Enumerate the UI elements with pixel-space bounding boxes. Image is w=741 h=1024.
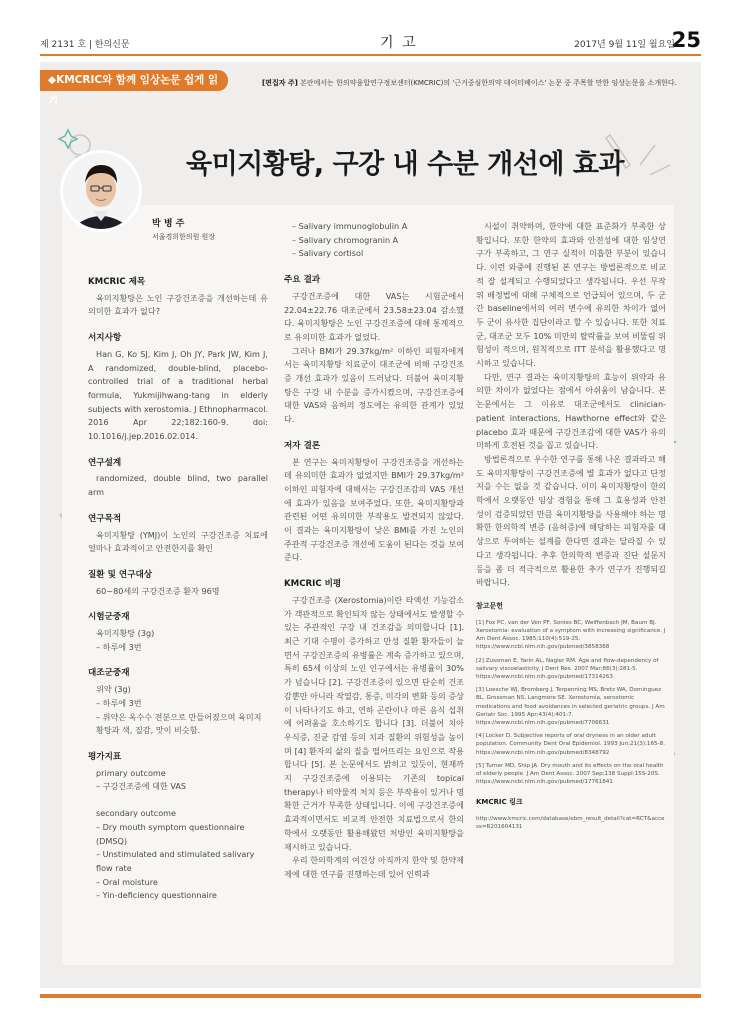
footer-rule <box>40 994 701 998</box>
results-paragraph: 구강건조증에 대한 VAS는 시험군에서 22.04±22.76 대조군에서 23.58±23.04 감소했다. 육미지황탕은 노인 구강건조증에 대해 통계적으로 유의미한 효과가 없었다. <box>284 290 464 342</box>
heading-design: 연구설계 <box>88 457 122 468</box>
subject-text: 60~80세의 구강건조증 환자 96명 <box>96 585 220 596</box>
kmcric-link[interactable]: http://www.kmcric.com/database/ebm_result_detail?cat=RCT&access=R201604131 <box>476 816 665 831</box>
eval-item: – Salivary cortisol <box>292 248 364 259</box>
critique-paragraph: 방법론적으로 우수한 연구를 통해 나온 결과라고 해도 육미지황탕이 구강건조증에 별 효과가 없다고 단정 지을 수는 없을 것 같습니다. 이미 육미지황탕이 한의학에서 오랫동안 임상 경험을 통해 그 효용성과 안전성이 검증되었던 만큼 육미지황탕을 사용해야 하는 명확한 한의학적 변증 (음허증)에 해당하는 피험자를 대상으로 투여하는 설계를 한다면 결과는 달라질 수 있다고 생각됩니다. 추후 한의학적 변증과 진단 설문지 등을 좀 더 적극적으로 활용한 추가 연구가 진행되길 바랍니다. <box>476 453 666 588</box>
ctrl-item: 위약 (3g) <box>96 684 131 695</box>
heading-experimental: 시험군중재 <box>88 612 130 623</box>
eval-item: – Dry mouth symptom questionnaire (DMSQ) <box>96 821 245 846</box>
section-label: 기 고 <box>380 35 418 51</box>
heading-kmcric-title: KMCRIC 제목 <box>88 277 146 287</box>
author-portrait-icon <box>63 153 139 229</box>
eval-item: – Salivary immunoglobulin A <box>292 221 408 231</box>
issue-label: 제 2131 호 | 한의신문 <box>40 40 130 50</box>
eval-item: – Oral moisture <box>96 876 158 887</box>
author-affiliation: 서울경희한의원 원장 <box>152 233 216 241</box>
heading-critique: KMCRIC 비평 <box>284 579 342 590</box>
heading-conclusion: 저자 결론 <box>284 440 321 451</box>
critique-paragraph: 다만, 연구 결과는 육미지황탕의 효능이 위약과 유의한 차이가 없었다는 점에서 아쉬움이 남습니다. 본 논문에서는 그 이유로 대조군에서도 clinician-patient interactions, Hawthorne effect와 같은 placebo 효과 때문에 구강건조감에 대한 VAS가 유의미하게 호전된 것을 꼽고 있습니다. <box>476 371 666 451</box>
series-tag: ◆KMCRIC와 함께 임상논문 쉽게 읽기 <box>40 70 228 91</box>
critique-paragraph: 시설이 취약하며, 한약에 대한 표준화가 부족한 상황입니다. 또한 한약의 효과와 안전성에 대한 임상연구가 부족하고, 그 연구 실적이 미흡한 부분이 있습니다. 이런 와중에 진행된 본 연구는 방법론적으로 비교적 잘 설계되고 수행되었다고 생각됩니다. 우선 무작위 배정법에 대해 구체적으로 언급되어 있으며, 두 군 간 baseline에서의 여러 변수에 유의한 차이가 없어 두 군이 유사한 집단이라고 할 수 있습니다. 또한 치료군, 대조군 모두 10% 미만의 탈락률을 보여 비뚤림 위험성이 적으며, 원칙적으로 ITT 분석을 활용했다고 명시하고 있습니다. <box>476 221 666 369</box>
results-paragraph: 그러나 BMI가 29.37kg/m² 이하인 피험자에게서는 육미지황탕 치료군이 대조군에 비해 구강건조증 개선 효과가 있음이 드러났다. 더불어 육미지황탕은 구강 내 수분을 증가시켰으며, 구강건조증에 대한 VAS와 음허의 정도에는 유의한 관계가 있었다. <box>284 345 464 425</box>
reference-item: [1] Fox PC, van der Ven PF, Sonies BC, Weiffenbach JM, Baum BJ. Xerostomia: evaluation of a symptom with increasing significance. J Am Dent Assoc. 1985;110(4):519-25. https://www.ncbi.nlm.nih.gov/pubmed/3858368 <box>476 619 666 651</box>
reference-item: [2] Zussman E, Yarin AL, Nagler RM. Age and flow-dependency of salivary viscoelasticity. J Dent Res. 2007 Mar;86(3):281-5. https://www.ncbi.nlm.nih.gov/pubmed/17314263 <box>476 657 659 680</box>
article-title: 육미지황탕, 구강 내 수분 개선에 효과 <box>186 149 624 180</box>
editor-note-text: 본란에서는 한의약융합연구정보센터(KMCRIC)의 '근거중심한의약 데이터베이스' 논문 중 주목할 만한 임상논문을 소개한다. <box>300 79 677 87</box>
ctrl-item: – 위약은 옥수수 전분으로 만들어졌으며 육미지황탕과 색, 질감, 맛이 비슷함. <box>96 711 262 736</box>
heading-reference: 서지사항 <box>88 333 122 344</box>
date-label: 2017년 9월 11일 월요일 <box>574 40 675 50</box>
eval-item: secondary outcome <box>96 808 177 819</box>
design-text: randomized, double blind, two parallel arm <box>88 473 268 498</box>
header-rule <box>40 54 701 56</box>
editor-note <box>262 78 700 88</box>
author-block <box>152 216 215 242</box>
purpose-text: 육미지황탕 (YMJ)이 노인의 구강건조증 치료에 얼마나 효과적이고 안전한지를 확인 <box>88 529 268 554</box>
ctrl-item: – 하루에 3번 <box>96 697 142 708</box>
sparkle-icon <box>59 130 77 148</box>
critique-paragraph: 우리 한의학계의 여건상 아직까지 한약 및 한약제제에 대한 연구를 진행하는데 있어 인력과 <box>284 855 464 879</box>
eval-item: – Unstimulated and stimulated salivary flow rate <box>96 849 255 873</box>
reference-item: [5] Turner MD, Ship JA. Dry mouth and its effects on the oral health of elderly people. J Am Dent Assoc. 2007 Sep;138 Suppl:15S-20S. https://www.ncbi.nlm.nih.gov/pubmed/17761841 <box>476 762 664 786</box>
link-heading: KMCRIC 링크 <box>476 798 523 807</box>
exp-item: 육미지황탕 (3g) <box>96 628 155 639</box>
page-header <box>40 28 701 54</box>
critique-paragraph: 구강건조증 (Xerostomia)이란 타액선 기능감소가 객관적으로 확인되지 않는 상태에서도 발생할 수 있는 주관적인 구강 내 건조감을 의미합니다 [1]. 최근 기대 수명이 증가하고 만성 질환 환자들이 늘면서 구강건조증의 유병률은 계속 증가하고 있으며, 특히 65세 이상의 노인 인구에서는 유병률이 30%가 넘습니다 [2]. 구강건조증이 있으면 단순히 건조감뿐만 아니라 작열감, 통증, 미각의 변화 등의 증상이 나타나기도 하고, 연하 곤란이나 마른 음식 섭취에 어려움을 호소하기도 합니다 [3]. 더불어 치아 우식증, 진균 감염 등의 치과 질환의 위험성을 높이며 [4] 환자의 삶의 질을 떨어뜨리는 요인으로 작용합니다 [5]. 본 논문에서도 밝히고 있듯이, 현재까지 구강건조증에 이용되는 기존의 topical therapy나 비약물적 처치 등은 부작용이 있거나 명확한 근거가 부족한 상태입니다. 이에 구강건조증에 효과적이면서도 비교적 안전한 치료법으로서 한의학에서 오랫동안 활용해왔던 처방인 육미지황탕을 제시하고 있습니다. <box>284 594 464 852</box>
eval-item: – 구강건조증에 대한 VAS <box>96 781 187 792</box>
reference-text: Han G, Ko SJ, Kim J, Oh JY, Park JW, Kim J, A randomized, double-blind, placebo-controlled trial of a traditional herbal formula, Yukmijihwang-tang in elderly subjects with xerostomia. J Ethnopharmacol. 2016 Apr 22;182:160-9. doi: 10.1016/j.jep.2016.02.014. <box>88 348 269 442</box>
author-photo <box>60 150 142 232</box>
conclusion-paragraph: 본 연구는 육미지황탕이 구강건조증을 개선하는데 유의미한 효과가 없었지만 BMI가 29.37kg/m² 이하인 피험자에 대해서는 구강건조감의 VAS 개선에 효과가 있음을 보여주었다. 또한, 육미지황탕과 관련된 어떤 유의미한 부작용도 발견되지 않았다. 이 결과는 육미지황탕이 낮은 BMI를 가진 노인의 주관적 구강건조증 개선에 도움이 된다는 것을 보여준다. <box>284 456 464 563</box>
author-name: 박 병 주 <box>152 219 185 229</box>
column-1 <box>88 276 268 903</box>
eval-item: – Salivary chromogranin A <box>292 234 399 245</box>
page-number: 25 <box>671 28 701 52</box>
column-2 <box>284 220 464 882</box>
eval-item: primary outcome <box>96 767 166 778</box>
heading-purpose: 연구목적 <box>88 513 122 524</box>
heading-results: 주요 결과 <box>284 275 321 286</box>
references-list <box>476 619 666 787</box>
column-3 <box>476 220 666 831</box>
references-heading: 참고문헌 <box>476 601 504 610</box>
heading-subject: 질환 및 연구대상 <box>88 569 153 580</box>
kmcric-title-text: 육미지황탕은 노인 구강건조증을 개선하는데 유의미한 효과가 없다? <box>88 292 268 317</box>
exp-item: – 하루에 3번 <box>96 641 142 652</box>
reference-item: [3] Loesche WJ, Bromberg J, Terpenning MS, Bretz WA, Dominguez BL, Grossman NS, Langmore SE. Xerostomia, xerostomic medications and food avoidances in selected geriatric groups. J Am Geriatr Soc. 1995 Apr;43(4):401-7. https://www.ncbi.nlm.nih.gov/pubmed/7706631 <box>476 687 665 726</box>
heading-evaluation: 평가지표 <box>88 751 122 762</box>
editor-note-label: [편집자 주] <box>262 79 298 87</box>
eval-item: – Yin-deficiency questionnaire <box>96 890 217 901</box>
reference-item: [4] Locker D. Subjective reports of oral dryness in an older adult population. Community Dent Oral Epidemiol. 1993 Jun;21(3):165-8. https://www.ncbi.nlm.nih.gov/pubmed/8348792 <box>476 733 665 756</box>
heading-control: 대조군중재 <box>88 668 130 679</box>
